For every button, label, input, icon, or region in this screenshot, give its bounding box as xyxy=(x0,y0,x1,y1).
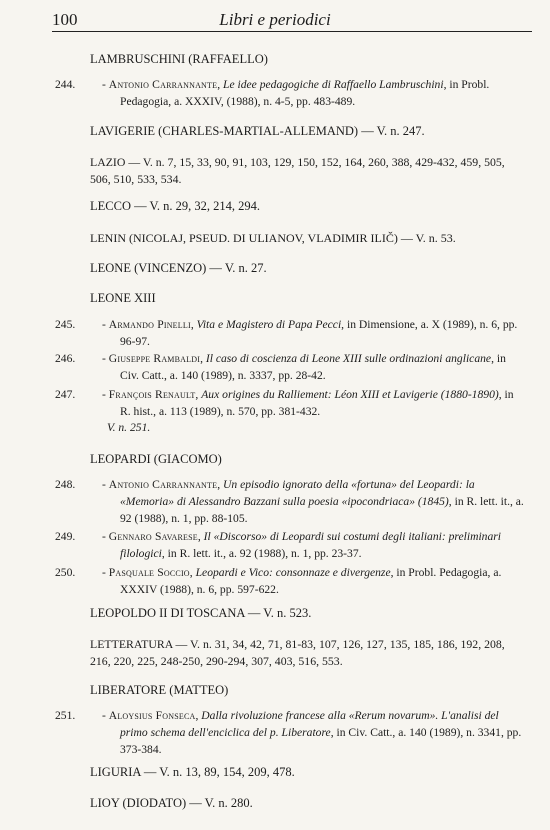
entry-source: , in Dimensione, a. X (1989), n. 6, pp. 96-97. xyxy=(120,318,518,348)
index-heading: LECCO — V. n. 29, 32, 214, 294. xyxy=(90,199,261,213)
entry-number: 244. xyxy=(55,78,76,91)
running-title: Libri e periodici xyxy=(219,10,331,29)
index-heading: LENIN (NICOLAJ, PSEUD. DI ULIANOV, VLADIMIR ILIČ) — V. n. 53. xyxy=(90,231,456,245)
entry-source: , in R. hist., a. 113 (1989), n. 570, pp. 381-432. xyxy=(120,388,514,418)
index-heading: LEOPOLDO II DI TOSCANA — V. n. 523. xyxy=(90,606,312,620)
entry-author: Gennaro Savarese xyxy=(108,530,198,543)
entry-author: Aloysius Fonseca xyxy=(108,709,196,722)
bibliography-entry: 247. - François Renault, Aux origines du Ralliement: Léon XIII et Lavigerie (1880-1890), in R. hist., a. 113 (1989), n. 570, pp. 381-432. xyxy=(55,388,514,418)
bibliography-entry: 251. - Aloysius Fonseca, Dalla rivoluzione francese alla «Rerum novarum». L'analisi del primo schema dell'enciclica del p. Liberatore, in Civ. Catt., a. 140 (1989), n. 3341, pp. 373-384. xyxy=(55,709,522,756)
entry-title: Il caso di coscienza di Leone XIII sulle ordinazioni anglicane xyxy=(205,352,492,365)
index-heading-text: LETTERATURA — V. n. 31, 34, 42, 71, 81-83, 107, 126, 127, 135, 185, 186, 192, 208, 216, 220, 225, 248-250, 290-294, 307, 403, 516, 553. xyxy=(90,637,505,668)
entry-source: , in Probl. Pedagogia, a. XXXIV, (1988), n. 4-5, pp. 483-489. xyxy=(120,78,490,108)
entry-source: , in Probl. Pedagogia, a. XXXIV (1988), n. 6, pp. 597-622. xyxy=(120,566,502,596)
index-heading: LIOY (DIODATO) — V. n. 280. xyxy=(90,796,253,810)
entry-title: Il «Discorso» di Leopardi sui costumi degli italiani: preliminari filologici xyxy=(120,530,502,560)
entry-number: 251. xyxy=(55,709,76,722)
entry-author: François Renault xyxy=(108,388,196,401)
entry-number: 245. xyxy=(55,318,76,331)
header-rule xyxy=(52,31,532,32)
index-heading: LEONE (VINCENZO) — V. n. 27. xyxy=(90,261,267,275)
entry-author: Armando Pinelli xyxy=(108,318,191,331)
cross-reference: V. n. 251. xyxy=(107,421,151,434)
index-heading: LIBERATORE (MATTEO) xyxy=(90,683,229,697)
entry-author: Giuseppe Rambaldi xyxy=(108,352,201,365)
page-number: 100 xyxy=(52,10,78,29)
entry-source: , in Civ. Catt., a. 140 (1989), n. 3337, pp. 28-42. xyxy=(120,352,506,382)
index-heading xyxy=(90,154,526,188)
entry-title: Le idee pedagogiche di Raffaello Lambruschini xyxy=(223,78,444,91)
bibliography-entry: 248. - Antonio Carrannante, Un episodio ignorato della «fortuna» del Leopardi: la «Memoria» di Alessandro Bazzani sulla poesia «ipocondriaca» (1845), in R. lett. it., a. 92 (1988), n. 1, pp. 88-105. xyxy=(55,478,524,525)
index-heading xyxy=(90,636,526,670)
index-heading: LAVIGERIE (CHARLES-MARTIAL-ALLEMAND) — V. n. 247. xyxy=(90,124,425,138)
entry-source: , in R. lett. it., a. 92 (1988), n. 1, pp. 88-105. xyxy=(120,495,524,525)
entry-source: , in Civ. Catt., a. 140 (1989), n. 3341, pp. 373-384. xyxy=(120,726,522,756)
entry-title: Vita e Magistero di Papa Pecci xyxy=(196,318,342,331)
entry-author: Antonio Carrannante xyxy=(108,478,218,491)
bibliography-entry: 249. - Gennaro Savarese, Il «Discorso» di Leopardi sui costumi degli italiani: preliminari filologici, in R. lett. it., a. 92 (1988), n. 1, pp. 23-37. xyxy=(55,530,502,560)
page-header xyxy=(0,0,550,34)
entry-number: 246. xyxy=(55,352,76,365)
index-heading: LAMBRUSCHINI (RAFFAELLO) xyxy=(90,52,268,66)
index-heading-text: LAZIO — V. n. 7, 15, 33, 90, 91, 103, 129, 150, 152, 164, 260, 388, 429-432, 459, 505, 506, 510, 533, 534. xyxy=(90,155,505,186)
entry-title: Leopardi e Vico: consonnaze e divergenze xyxy=(195,566,391,579)
entry-title: Aux origines du Ralliement: Léon XIII et Lavigerie (1880-1890) xyxy=(201,388,499,401)
entry-number: 250. xyxy=(55,566,76,579)
bibliography-entry: 244. - Antonio Carrannante, Le idee pedagogiche di Raffaello Lambruschini, in Probl. Pedagogia, a. XXXIV, (1988), n. 4-5, pp. 483-489. xyxy=(55,78,490,108)
index-heading: LIGURIA — V. n. 13, 89, 154, 209, 478. xyxy=(90,765,295,779)
entry-number: 248. xyxy=(55,478,76,491)
entry-author: Antonio Carrannante xyxy=(108,78,218,91)
entry-author: Pasquale Soccio xyxy=(108,566,190,579)
entry-title: Dalla rivoluzione francese alla «Rerum novarum». L'analisi del primo schema dell'enciclica del p. Liberatore xyxy=(120,709,499,739)
index-heading: LEONE XIII xyxy=(90,291,156,305)
entry-number: 249. xyxy=(55,530,76,543)
bibliography-entry: 246. - Giuseppe Rambaldi, Il caso di coscienza di Leone XIII sulle ordinazioni anglicane, in Civ. Catt., a. 140 (1989), n. 3337, pp. 28-42. xyxy=(55,352,506,382)
entry-number: 247. xyxy=(55,388,76,401)
bibliography-entry: 250. - Pasquale Soccio, Leopardi e Vico: consonnaze e divergenze, in Probl. Pedagogia, a. XXXIV (1988), n. 6, pp. 597-622. xyxy=(55,566,502,596)
entry-source: , in R. lett. it., a. 92 (1988), n. 1, pp. 23-37. xyxy=(161,547,362,560)
bibliography-entry: 245. - Armando Pinelli, Vita e Magistero di Papa Pecci, in Dimensione, a. X (1989), n. 6, pp. 96-97. xyxy=(55,318,518,348)
index-heading: LEOPARDI (GIACOMO) xyxy=(90,452,222,466)
entry-title: Un episodio ignorato della «fortuna» del Leopardi: la «Memoria» di Alessandro Bazzani sulla poesia «ipocondriaca» (1845) xyxy=(120,478,475,508)
